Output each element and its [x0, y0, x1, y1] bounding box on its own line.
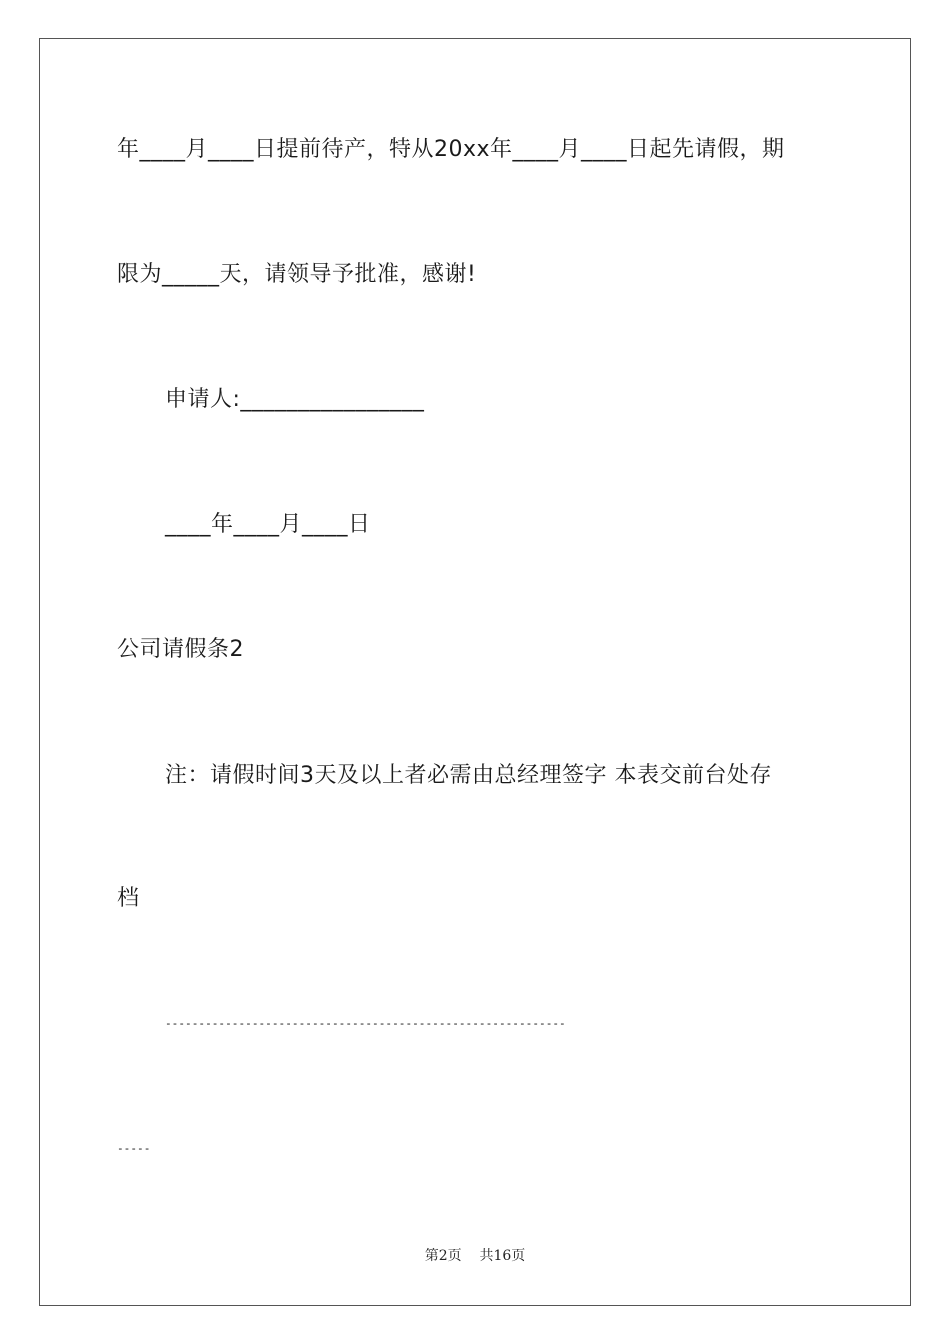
page-number: 第2页 [424, 1248, 462, 1264]
page-footer [0, 1247, 950, 1265]
section-title: 公司请假条2 [117, 637, 244, 662]
page-frame [39, 38, 911, 1306]
date-line: ____年____月____日 [165, 512, 371, 537]
note-line-1: 注：请假时间3天及以上者必需由总经理签字 本表交前台处存 [165, 763, 772, 788]
body-line-1: 年____月____日提前待产，特从20xx年____月____日起先请假，期 [117, 137, 785, 162]
dash-divider-1: ------------------------------------------------------------ [165, 1017, 566, 1030]
page-total: 共16页 [479, 1248, 526, 1264]
dash-divider-2: ----- [117, 1142, 151, 1155]
note-line-2: 档 [117, 886, 140, 911]
body-line-2: 限为_____天，请领导予批准，感谢! [117, 262, 477, 287]
applicant-line: 申请人:________________ [165, 387, 425, 412]
